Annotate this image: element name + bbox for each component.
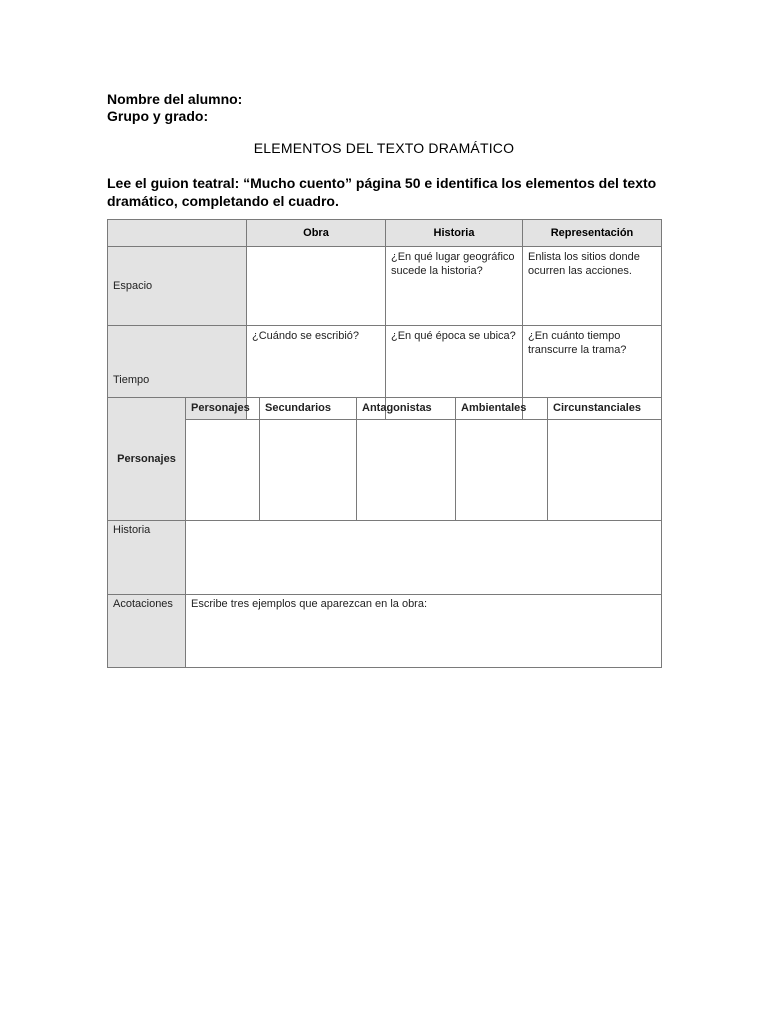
column-header-historia: Historia: [386, 220, 523, 247]
corner-cell: [108, 220, 247, 247]
row-header-historia: Historia: [108, 521, 186, 595]
cell-espacio-obra[interactable]: [247, 247, 386, 326]
column-header-representacion: Representación: [523, 220, 662, 247]
table-header-row: [108, 220, 662, 247]
table-row-personajes: [108, 398, 662, 521]
table-row-historia: [108, 521, 662, 595]
characters-table: [107, 397, 662, 668]
column-personajes[interactable]: Personajes: [186, 398, 260, 521]
row-header-personajes: Personajes: [108, 398, 186, 521]
column-circunstanciales[interactable]: Circunstanciales: [548, 398, 662, 521]
column-secundarios[interactable]: Secundarios: [260, 398, 357, 521]
table-row-espacio: [108, 247, 662, 326]
cell-espacio-representacion[interactable]: Enlista los sitios donde ocurren las acciones.: [523, 247, 662, 326]
row-header-acotaciones: Acotaciones: [108, 595, 186, 668]
column-antagonistas[interactable]: Antagonistas: [357, 398, 456, 521]
student-name-label: Nombre del alumno:: [107, 91, 243, 107]
document-title: ELEMENTOS DEL TEXTO DRAMÁTICO: [253, 140, 515, 156]
cell-acotaciones[interactable]: Escribe tres ejemplos que aparezcan en la obra:: [186, 595, 662, 668]
cell-tiempo-representacion[interactable]: ¿En cuánto tiempo transcurre la trama?: [523, 326, 662, 420]
cell-tiempo-obra[interactable]: ¿Cuándo se escribió?: [247, 326, 386, 420]
cell-espacio-historia[interactable]: ¿En qué lugar geográfico sucede la historia?: [386, 247, 523, 326]
table-row-acotaciones: [108, 595, 662, 668]
row-header-tiempo: Tiempo: [108, 326, 247, 420]
dramatic-elements-table: [107, 219, 662, 420]
group-grade-label: Grupo y grado:: [107, 108, 209, 124]
column-ambientales[interactable]: Ambientales: [456, 398, 548, 521]
cell-historia[interactable]: [186, 521, 662, 595]
row-header-espacio: Espacio: [108, 247, 247, 326]
cell-tiempo-historia[interactable]: ¿En qué época se ubica?: [386, 326, 523, 420]
instructions-text: Lee el guion teatral: “Mucho cuento” página 50 e identifica los elementos del texto dramático, completando el cuadro.: [107, 175, 657, 209]
column-header-obra: Obra: [247, 220, 386, 247]
